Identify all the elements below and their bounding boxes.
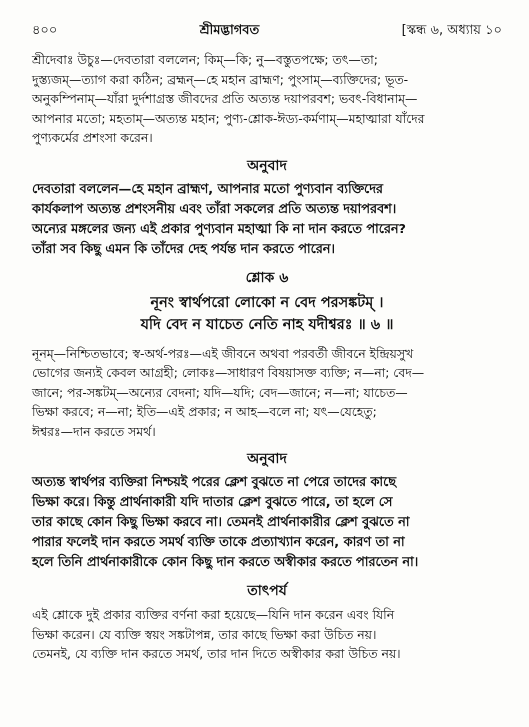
translation-heading-2: অনুবাদ	[247, 451, 287, 467]
translation-section-2	[32, 473, 502, 573]
synonym-line: নূনম্—নিশ্চিতভাবে; স্ব-অর্থ-পরঃ—এই জীবনে অথবা পরবর্তী জীবনে ইন্দ্রিয়সুখ	[32, 345, 414, 361]
translation-heading-1: অনুবাদ	[247, 157, 287, 174]
chapter-reference: [স্কন্ধ ৬, অধ্যায় ১০	[401, 22, 502, 38]
translation-line: কার্যকলাপ অত্যন্ত প্রশংসনীয় এবং তাঁরা সকলের প্রতি অত্যন্ত দয়াপরবশ।	[32, 201, 397, 217]
verse-line: নূনং স্বার্থপরো লোকো ন বেদ পরসঙ্কটম্ ।	[150, 294, 384, 311]
translation-line: হলে তিনি প্রার্থনাকারীকে কোন কিছু দান করতে অস্বীকার করতে পারতেন না।	[32, 555, 419, 570]
synonyms-section-2	[32, 344, 502, 442]
synonym-line: ভোগের জন্যই কেবল আগ্রহী; লোকঃ—সাধারণ বিষয়াসক্ত ব্যক্তি; ন—না; বেদ—	[32, 365, 425, 380]
purport-heading: তাৎপর্য	[247, 583, 287, 599]
synonym-line: জানে; পর-সঙ্কটম্—অন্যের বেদনা; যদি—যদি; বেদ—জানে; ন—না; যাচেত—	[32, 384, 408, 400]
purport-section	[32, 605, 502, 664]
translation-line: তাঁরা সব কিছু এমন কি তাঁদের দেহ পর্যন্ত দান করতে পারেন।	[32, 241, 335, 257]
synonym-line: আপনার মতো; মহতাম্—অত্যন্ত মহান; পুণ্য-শ্লোক-ঈড্য-কর্মণাম্—মহাত্মারা যাঁদের	[32, 110, 425, 126]
translation-line: তার কাছে কোন কিছু ভিক্ষা করবে না। তেমনই প্রার্থনাকারীর ক্লেশ বুঝতে না	[32, 515, 410, 530]
book-title: শ্রীমদ্ভাগবত	[199, 22, 260, 38]
synonyms-section-1	[32, 50, 502, 148]
purport-line: এই শ্লোকে দুই প্রকার ব্যক্তির বর্ণনা করা হয়েছে—যিনি দান করেন এবং যিনি	[32, 607, 395, 622]
translation-line: অন্যের মঙ্গলের জন্য এই প্রকার পুণ্যবান মহাত্মা কি না দান করতে পারেন?	[32, 221, 406, 237]
synonym-line: ঈশ্বরঃ—দান করতে সমর্থ।	[32, 423, 156, 439]
synonym-line: শ্রীদেবাঃ উচুঃ—দেবতারা বললেন; কিম্—কি; নু—বস্তুতপক্ষে; তৎ—তা;	[32, 52, 378, 67]
translation-line: দেবতারা বললেন—হে মহান ব্রাহ্মণ, আপনার মতো পুণ্যবান ব্যক্তিদের	[32, 181, 383, 197]
translation-section-1	[32, 180, 502, 260]
translation-line: পারার ফলেই দান করতে সমর্থ ব্যক্তি তাকে প্রত্যাখ্যান করেন, কারণ তা না	[32, 535, 405, 550]
translation-line: অত্যন্ত স্বার্থপর ব্যক্তিরা নিশ্চয়ই পরের ক্লেশ বুঝতে না পেরে তাদের কাছে	[32, 475, 397, 490]
verse-heading: শ্লোক ৬	[245, 269, 289, 286]
synonym-line: ভিক্ষা করবে; ন—না; ইতি—এই প্রকার; ন আহ—বলে না; যৎ—যেহেতু;	[32, 404, 377, 419]
book-page	[32, 20, 502, 664]
synonym-line: দুস্ত্যজম্—ত্যাগ করা কঠিন; ব্রহ্মন্—হে মহান ব্রাহ্মণ; পুংসাম্—ব্যক্তিদের; ভূত-	[32, 71, 409, 87]
page-number: ৪০০	[32, 22, 58, 38]
page-header	[32, 20, 502, 42]
verse-line: যদি বেদ ন যাচেত নেতি নাহ যদীশ্বরঃ ॥ ৬ ॥	[140, 316, 394, 333]
purport-line: তেমনই, যে ব্যক্তি দান করতে সমর্থ, তার দান দিতে অস্বীকার করা উচিত নয়।	[32, 646, 401, 661]
synonym-line: অনুকম্পিনাম্—যাঁরা দুর্দশাগ্রস্ত জীবদের প্রতি অত্যন্ত দয়াপরবশ; ভবৎ-বিধানাম্—	[32, 91, 418, 106]
translation-line: ভিক্ষা করে। কিন্তু প্রার্থনাকারী যদি দাতার ক্লেশ বুঝতে পারে, তা হলে সে	[32, 495, 393, 510]
synonym-line: পুণ্যকর্মের প্রশংসা করেন।	[32, 130, 153, 145]
purport-line: ভিক্ষা করেন। যে ব্যক্তি স্বয়ং সঙ্কটাপন্ন, তার কাছে ভিক্ষা করা উচিত নয়।	[32, 626, 377, 642]
verse-text	[32, 292, 502, 336]
